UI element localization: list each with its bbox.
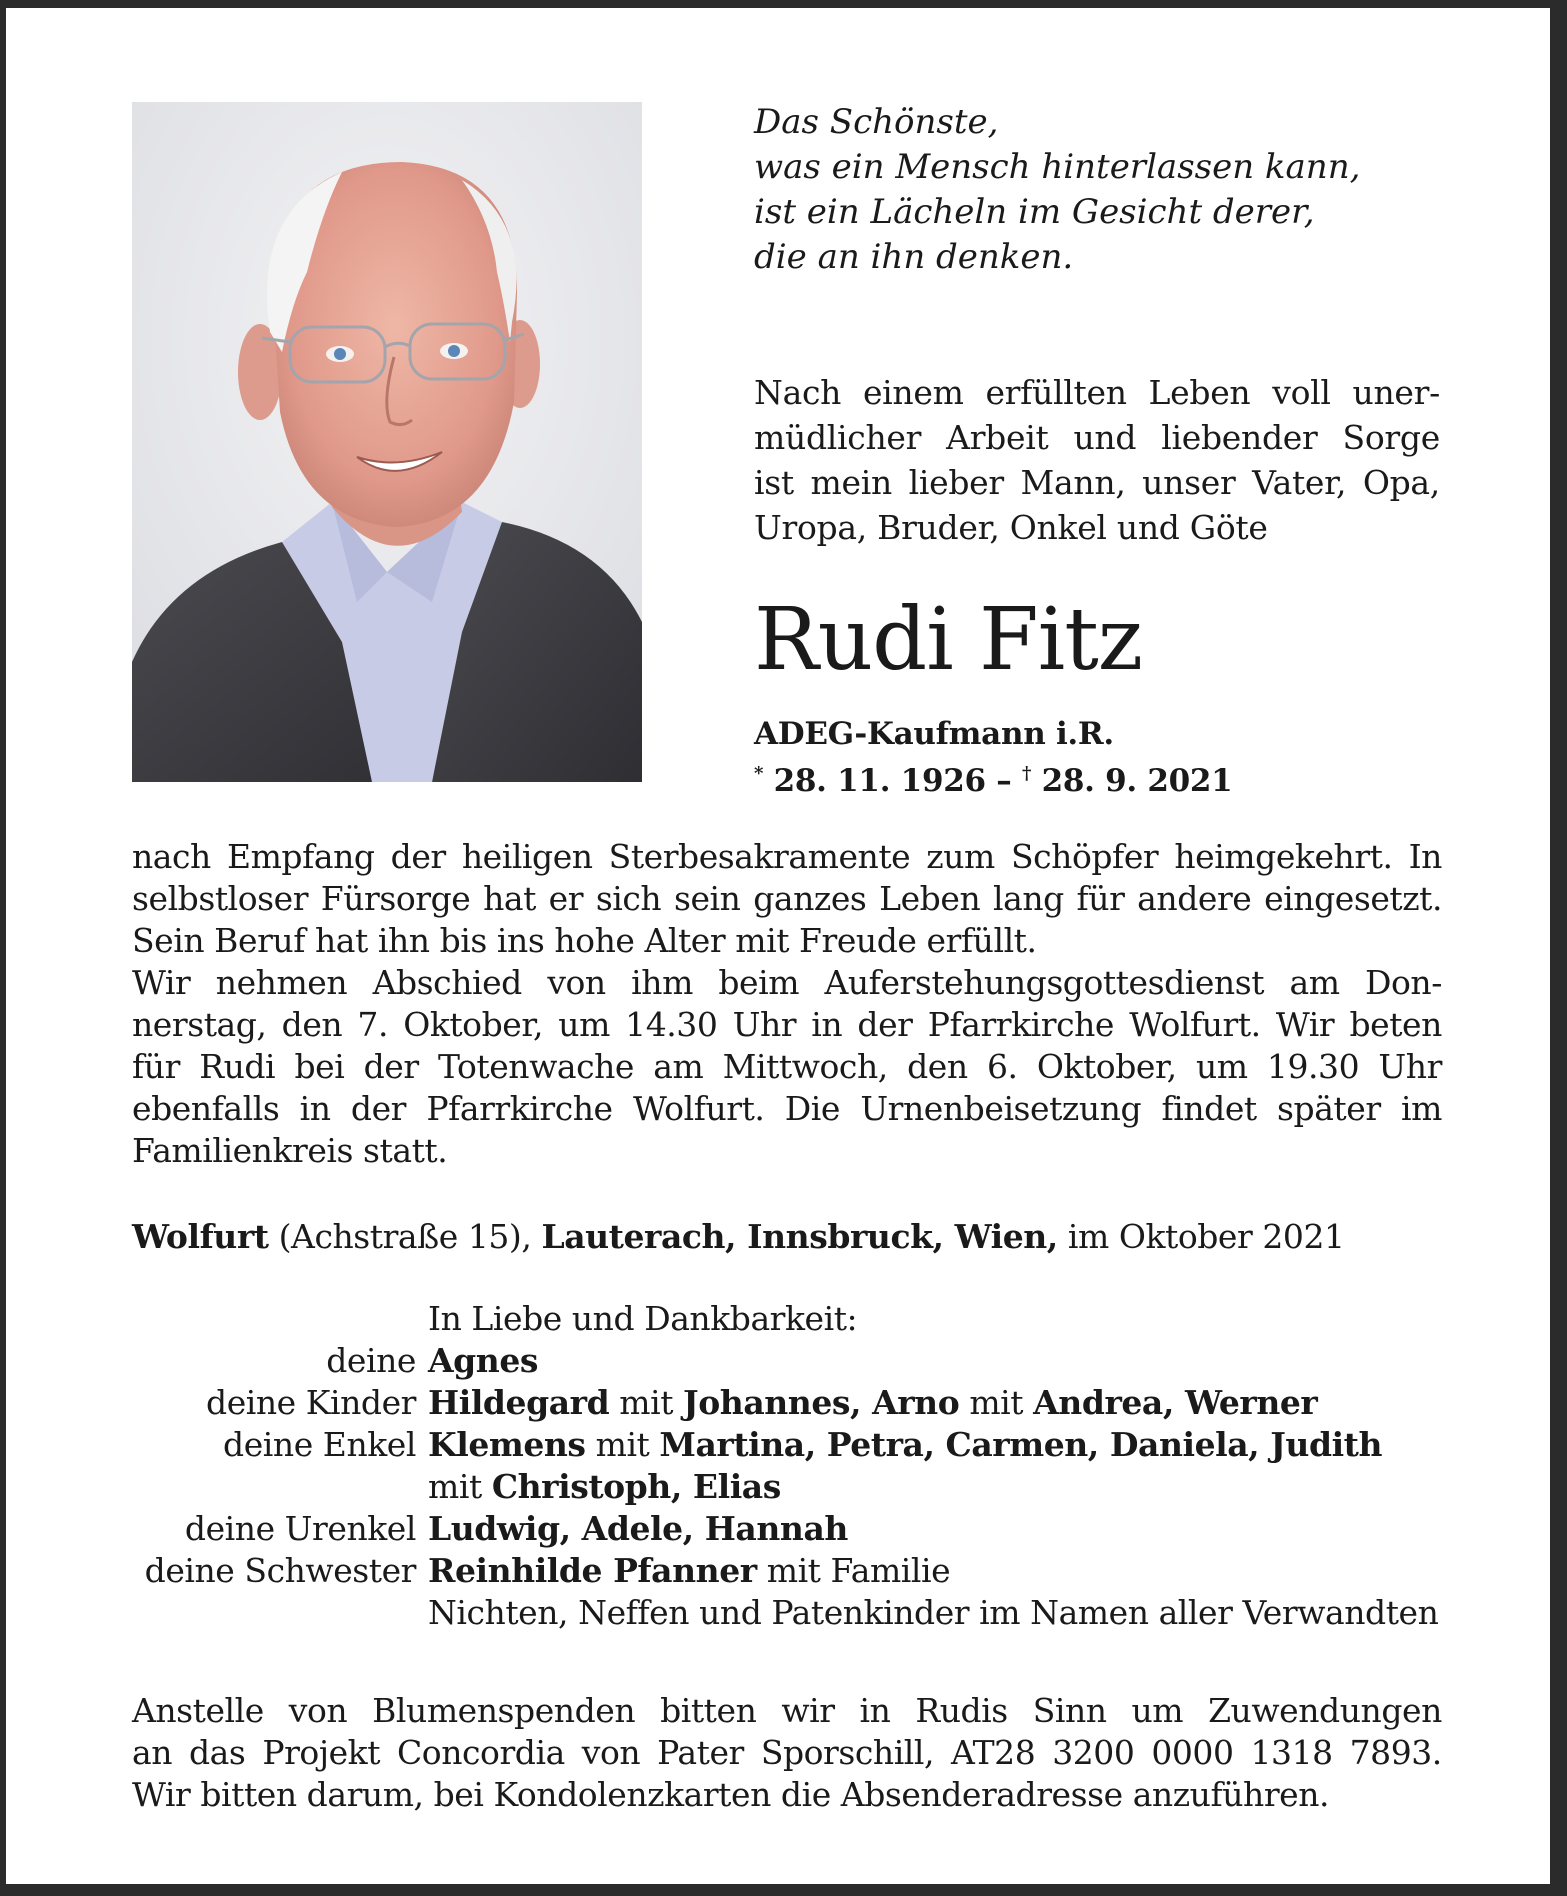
- word: Concordia: [397, 1733, 565, 1772]
- mourner-relation: deine Urenkel: [184, 1509, 416, 1548]
- word: Urnenbeisetzung: [860, 1089, 1142, 1128]
- word: um: [1195, 1047, 1248, 1086]
- word: in: [859, 1691, 891, 1730]
- word: eingesetzt.: [1264, 879, 1442, 918]
- mourner-name: Christoph, Elias: [491, 1467, 781, 1506]
- intro-line: [754, 415, 1440, 460]
- word: von: [288, 1691, 348, 1730]
- word: Fürsorge: [320, 879, 471, 918]
- closing-text: [132, 1690, 1442, 1816]
- word: der: [857, 1005, 913, 1044]
- mourner-row: [132, 1466, 1550, 1508]
- word: unser: [1142, 463, 1236, 502]
- word: Wolfurt.: [632, 1089, 765, 1128]
- body-line: [132, 1004, 1442, 1046]
- mourner-name: Reinhilde Pfanner: [428, 1551, 757, 1590]
- word: heiligen: [461, 837, 593, 876]
- word: sein: [673, 879, 741, 918]
- quote-line: was ein Mensch hinterlassen kann,: [754, 147, 1361, 187]
- word: am: [653, 1047, 704, 1086]
- body-line: [132, 1046, 1442, 1088]
- mourner-row: [132, 1424, 1550, 1466]
- word: den: [907, 1047, 968, 1086]
- mourner-name: Andrea, Werner: [1033, 1383, 1318, 1422]
- word: später: [1277, 1089, 1381, 1128]
- intro-line: [754, 370, 1440, 415]
- word: bei: [294, 1047, 345, 1086]
- word: Nach: [754, 373, 842, 412]
- mourner-names: [428, 1550, 950, 1592]
- place-and-date: [132, 1216, 1345, 1258]
- word: voll: [1272, 373, 1331, 412]
- birth-date: 28. 11. 1926: [773, 763, 986, 799]
- closing-line: [132, 1690, 1442, 1732]
- mourner-names: [428, 1340, 538, 1382]
- word: Wolfurt.: [1129, 1005, 1261, 1044]
- mourner-names: [428, 1424, 1382, 1466]
- word: 19.30: [1266, 1047, 1360, 1086]
- body-line: Familienkreis statt.: [132, 1131, 448, 1170]
- word: Mann,: [1020, 463, 1126, 502]
- word: sich: [595, 879, 662, 918]
- word: heimgekehrt.: [1174, 837, 1393, 876]
- word: Rudi: [199, 1047, 276, 1086]
- word: uner-: [1352, 373, 1440, 412]
- word: Sporschill,: [760, 1733, 935, 1772]
- portrait-photo: [132, 102, 642, 782]
- word: Sorge: [1342, 418, 1440, 457]
- word: das: [188, 1733, 246, 1772]
- word: Opa,: [1362, 463, 1440, 502]
- quote-line: Das Schönste,: [754, 102, 999, 142]
- word: andere: [1137, 879, 1252, 918]
- word: den: [281, 1005, 343, 1044]
- intro-line: [754, 460, 1440, 505]
- obituary-card: [6, 8, 1550, 1884]
- mourner-rows: [132, 1340, 1550, 1634]
- closing-line: [132, 1732, 1442, 1774]
- town: Wolfurt: [132, 1217, 269, 1256]
- mourner-names: [428, 1508, 848, 1550]
- word: ganzes: [753, 879, 867, 918]
- word: 1318: [1250, 1733, 1333, 1772]
- death-symbol: †: [1021, 763, 1032, 784]
- quote-line: ist ein Lächeln im Gesicht derer,: [754, 192, 1315, 232]
- date-separator: –: [996, 763, 1012, 799]
- mourner-row: [132, 1340, 1550, 1382]
- obituary-body: [132, 836, 1442, 1172]
- word: Blumenspenden: [372, 1691, 636, 1730]
- word: der: [390, 837, 446, 876]
- mourners-heading: In Liebe und Dankbarkeit:: [428, 1299, 858, 1338]
- mourner-name: Ludwig, Adele, Hannah: [428, 1509, 848, 1548]
- word: 3200: [1052, 1733, 1135, 1772]
- other-places: Lauterach, Innsbruck, Wien,: [541, 1217, 1058, 1256]
- word: Leben: [1148, 373, 1251, 412]
- word: Pater: [657, 1733, 744, 1772]
- intro-text: [754, 370, 1440, 550]
- mourner-row: [132, 1508, 1550, 1550]
- word: 6.: [986, 1047, 1018, 1086]
- body-line: [132, 836, 1442, 878]
- word: Pfarrkirche: [426, 1089, 613, 1128]
- mourner-row: [132, 1550, 1550, 1592]
- mourner-connector: mit: [959, 1383, 1034, 1422]
- word: In: [1408, 837, 1442, 876]
- deceased-name: Rudi Fitz: [754, 590, 1143, 690]
- mourner-row: [132, 1382, 1550, 1424]
- word: selbstloser: [132, 879, 309, 918]
- word: in: [811, 1005, 843, 1044]
- mourner-name: Klemens: [428, 1425, 586, 1464]
- word: lieber: [908, 463, 1004, 502]
- word: 0000: [1151, 1733, 1234, 1772]
- word: für: [132, 1047, 180, 1086]
- mourner-names: [428, 1592, 1438, 1634]
- word: Sterbesakramente: [608, 837, 911, 876]
- word: zum: [926, 837, 995, 876]
- word: wir: [781, 1691, 835, 1730]
- word: Vater,: [1252, 463, 1347, 502]
- portrait-image: [132, 102, 642, 782]
- mourner-relation: deine Enkel: [223, 1425, 416, 1464]
- mourner-relation: deine: [326, 1341, 416, 1380]
- mourner-relation: deine Schwester: [144, 1551, 416, 1590]
- word: beten: [1349, 1005, 1442, 1044]
- mourners-list: [132, 1298, 1550, 1634]
- mourner-row: [132, 1592, 1550, 1634]
- word: Sinn: [1032, 1691, 1107, 1730]
- word: bitten: [660, 1691, 757, 1730]
- word: AT28: [951, 1733, 1036, 1772]
- word: Auferstehungsgottesdienst: [824, 963, 1265, 1002]
- word: liebender: [1161, 418, 1318, 457]
- word: Leben: [879, 879, 981, 918]
- deceased-occupation: ADEG-Kaufmann i.R.: [754, 716, 1114, 752]
- word: Die: [784, 1089, 840, 1128]
- word: Projekt: [262, 1733, 381, 1772]
- word: Schöpfer: [1010, 837, 1159, 876]
- word: hat: [483, 879, 536, 918]
- word: lang: [992, 879, 1064, 918]
- body-line: [132, 878, 1442, 920]
- word: er: [548, 879, 584, 918]
- life-dates: [754, 754, 1232, 801]
- quote-line: die an ihn denken.: [754, 237, 1074, 277]
- mourner-connector: Nichten, Neffen und Patenkinder im Namen aller Verwandten: [428, 1593, 1439, 1632]
- word: 14.30: [625, 1005, 718, 1044]
- word: im: [1400, 1089, 1442, 1128]
- mourner-relation: [132, 1592, 428, 1634]
- mourner-connector: mit Familie: [756, 1551, 951, 1590]
- mourner-connector: mit: [428, 1467, 492, 1506]
- mourner-names: [428, 1466, 781, 1508]
- death-date: 28. 9. 2021: [1041, 763, 1233, 799]
- word: 7.: [357, 1005, 389, 1044]
- word: für: [1076, 879, 1125, 918]
- word: Uhr: [1378, 1047, 1442, 1086]
- word: von: [547, 963, 606, 1002]
- word: ebenfalls: [132, 1089, 280, 1128]
- mourner-names: [428, 1382, 1317, 1424]
- body-line: [132, 1088, 1442, 1130]
- word: Empfang: [226, 837, 375, 876]
- word: nach: [132, 837, 211, 876]
- address: (Achstraße 15),: [268, 1217, 542, 1256]
- word: ist: [754, 463, 794, 502]
- word: Wir: [1275, 1005, 1335, 1044]
- word: an: [132, 1733, 173, 1772]
- word: Zuwendungen: [1208, 1691, 1442, 1730]
- place-date: im Oktober 2021: [1057, 1217, 1345, 1256]
- word: Oktober,: [403, 1005, 544, 1044]
- word: Pfarrkirche: [927, 1005, 1115, 1044]
- word: Abschied: [372, 963, 522, 1002]
- word: um: [558, 1005, 610, 1044]
- word: findet: [1161, 1089, 1257, 1128]
- word: von: [581, 1733, 641, 1772]
- word: Mittwoch,: [722, 1047, 888, 1086]
- word: beim: [718, 963, 800, 1002]
- word: mein: [810, 463, 892, 502]
- word: Don-: [1365, 963, 1442, 1002]
- word: Rudis: [915, 1691, 1008, 1730]
- word: am: [1289, 963, 1340, 1002]
- word: Arbeit: [946, 418, 1049, 457]
- closing-line: [132, 1774, 1442, 1816]
- word: 7893.: [1349, 1733, 1442, 1772]
- word: nehmen: [215, 963, 348, 1002]
- mourner-name: Martina, Petra, Carmen, Daniela, Judith: [659, 1425, 1382, 1464]
- word: müdlicher: [754, 418, 922, 457]
- word: in: [299, 1089, 331, 1128]
- word: ihm: [631, 963, 693, 1002]
- mourner-relation: [132, 1466, 428, 1508]
- word: einem: [862, 373, 964, 412]
- mourner-connector: mit: [585, 1425, 660, 1464]
- mourner-name: Johannes, Arno: [683, 1383, 960, 1422]
- word: um: [1131, 1691, 1184, 1730]
- mourner-relation: deine Kinder: [206, 1383, 416, 1422]
- word: Oktober,: [1036, 1047, 1177, 1086]
- body-line: Sein Beruf hat ihn bis ins hohe Alter mit Freude erfüllt.: [132, 921, 1037, 960]
- word: erfüllten: [985, 373, 1127, 412]
- mourner-name: Agnes: [428, 1341, 538, 1380]
- closing-line-text: Wir bitten darum, bei Kondolenzkarten die Absenderadresse anzuführen.: [132, 1775, 1330, 1814]
- birth-symbol: *: [754, 763, 764, 784]
- word: und: [1073, 418, 1137, 457]
- mourner-name: Hildegard: [428, 1383, 610, 1422]
- mourner-connector: mit: [609, 1383, 684, 1422]
- word: der: [363, 1047, 419, 1086]
- body-line: [132, 962, 1442, 1004]
- word: Uhr: [732, 1005, 797, 1044]
- intro-line: Uropa, Bruder, Onkel und Göte: [754, 508, 1268, 547]
- word: Wir: [132, 963, 191, 1002]
- word: der: [350, 1089, 406, 1128]
- memorial-quote: [754, 100, 1514, 280]
- word: Totenwache: [437, 1047, 635, 1086]
- word: Anstelle: [132, 1691, 264, 1730]
- word: nerstag,: [132, 1005, 267, 1044]
